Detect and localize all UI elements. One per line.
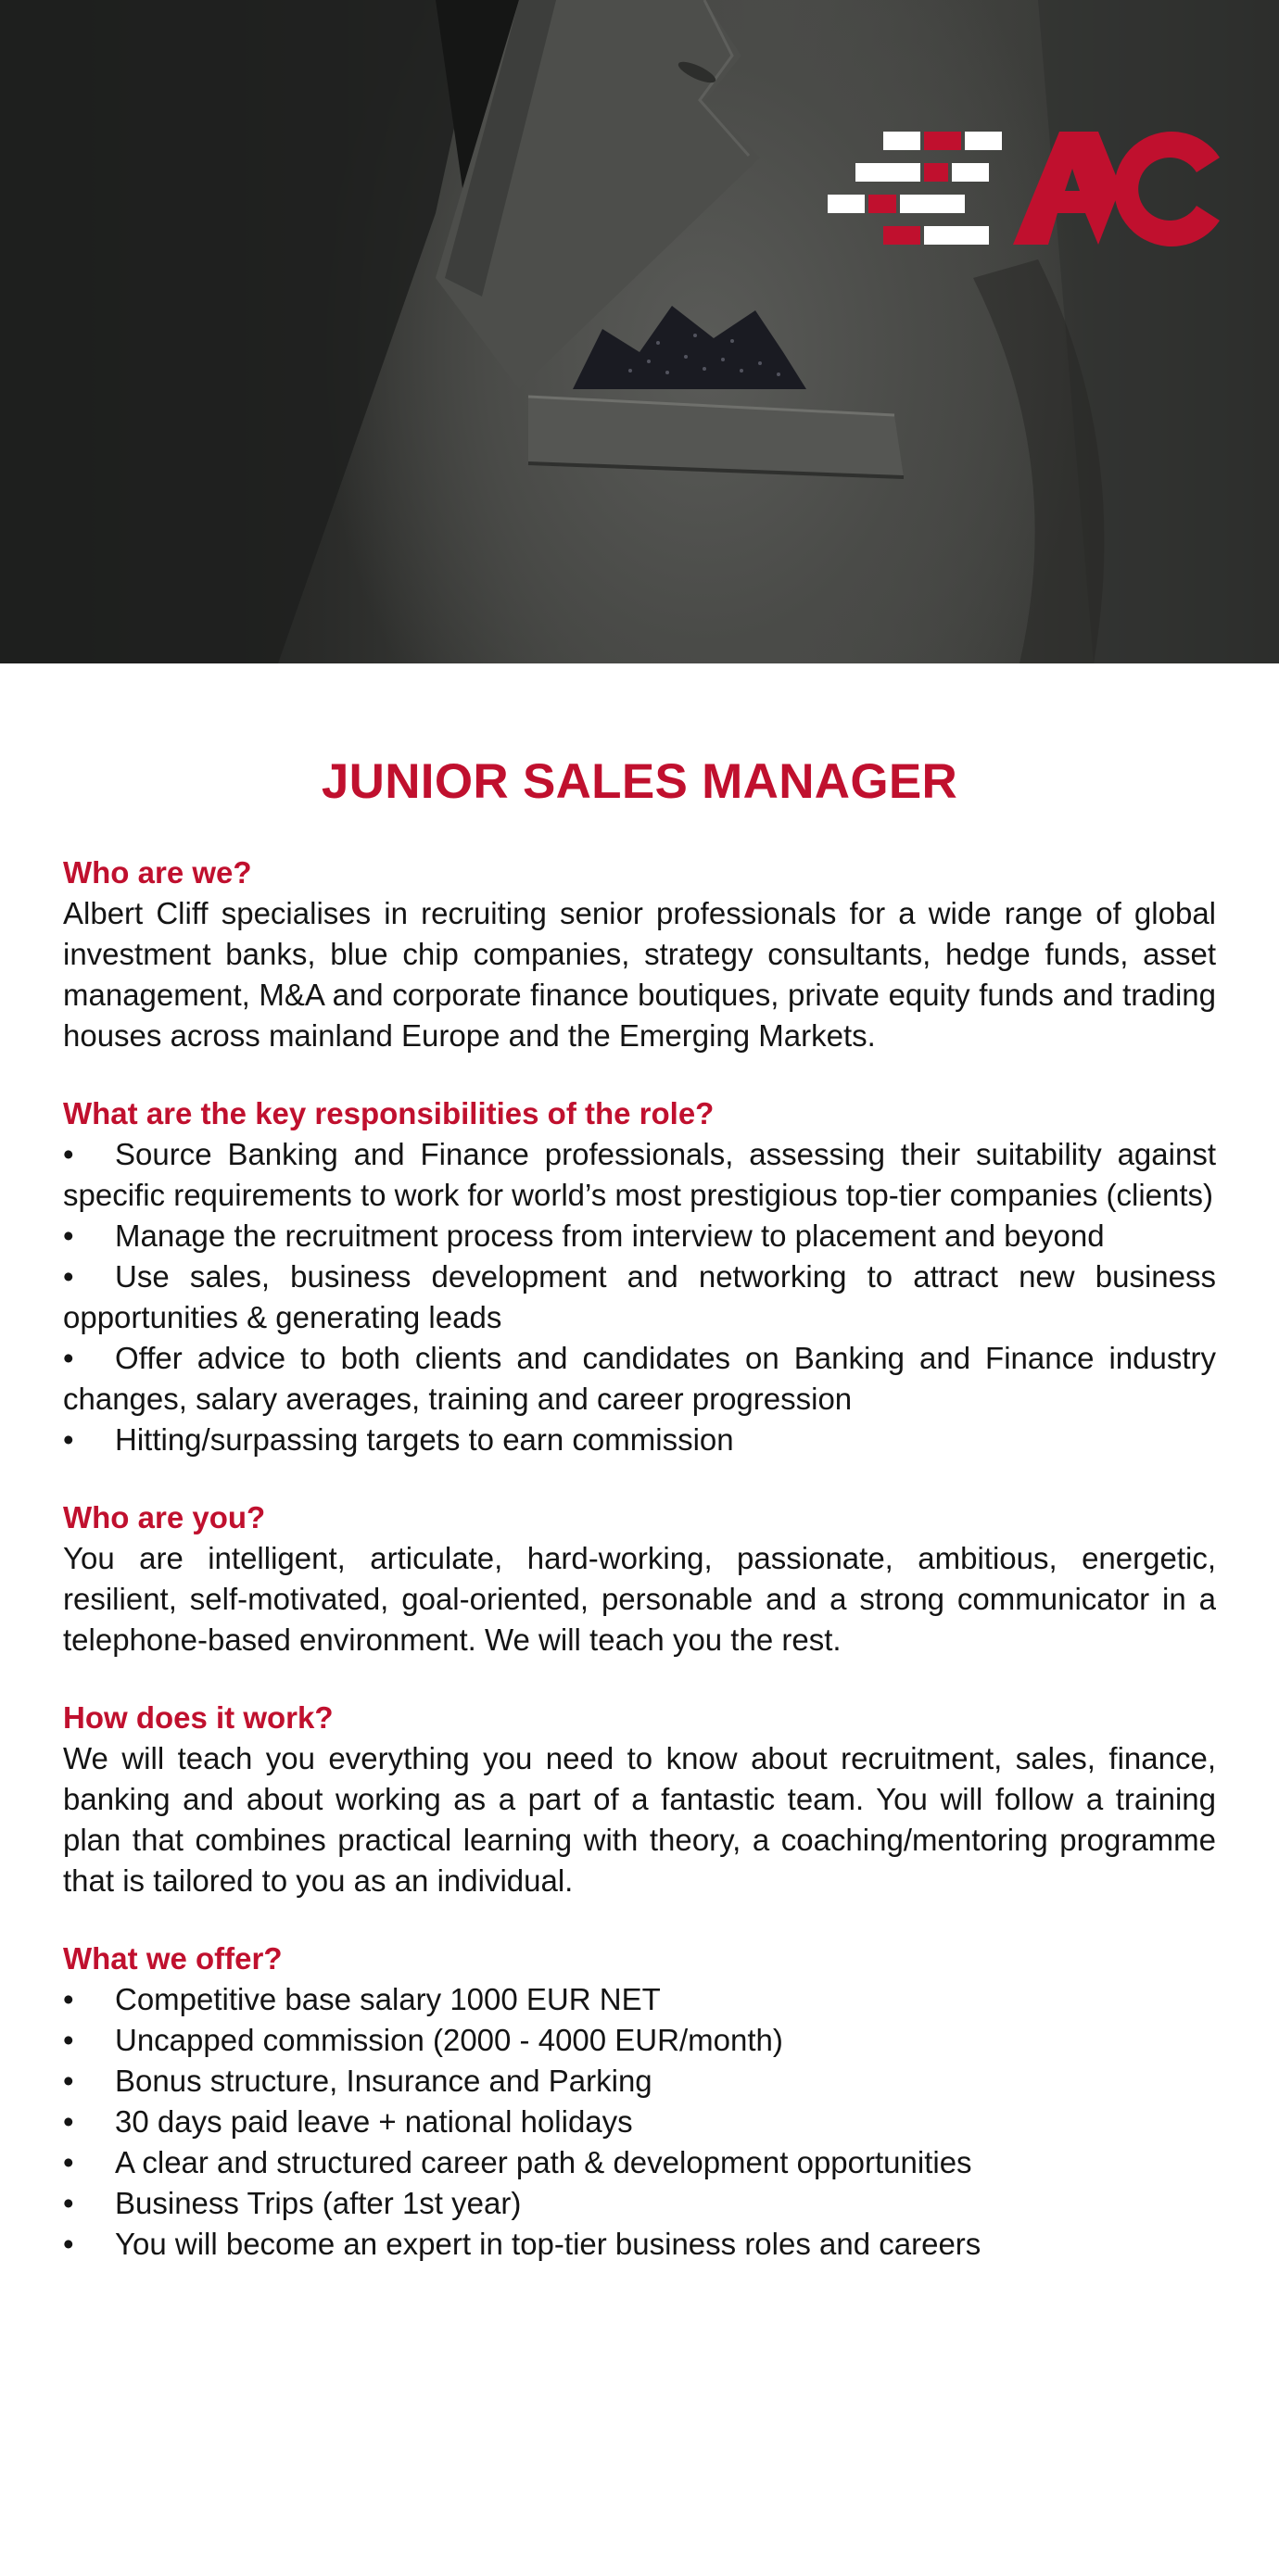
section-heading: What are the key responsibilities of the role? (63, 1095, 715, 1130)
section-who-you-are (63, 1497, 1216, 1661)
section-heading: How does it work? (63, 1699, 334, 1735)
responsibilities-list (63, 1134, 1216, 1460)
list-item: • Source Banking and Finance professionals, assessing their suitability against specific requirements to work for world’s most prestigious top-tier companies (clients) (63, 1134, 1216, 1216)
list-item: • 30 days paid leave + national holidays (63, 2102, 1216, 2142)
list-item: • Bonus structure, Insurance and Parking (63, 2061, 1216, 2102)
list-item: • Offer advice to both clients and candidates on Banking and Finance industry changes, salary averages, training and career progression (63, 1338, 1216, 1420)
list-item: • Business Trips (after 1st year) (63, 2183, 1216, 2224)
suit-illustration (0, 0, 1279, 663)
logo-letter-c (1114, 132, 1220, 246)
bullet: • (63, 1136, 74, 1171)
section-how-it-works (63, 1698, 1216, 1901)
list-item: • Hitting/surpassing targets to earn commission (63, 1420, 1216, 1460)
list-item: • Manage the recruitment process from interview to placement and beyond (63, 1216, 1216, 1256)
section-body: We will teach you everything you need to know about recruitment, sales, finance, banking and about working as a part of a fantastic team. You will follow a training plan that combines practical learning with theory, a coaching/mentoring programme that is tailored to you as an individual. (63, 1740, 1216, 1898)
section-body: You are intelligent, articulate, hard-working, passionate, ambitious, energetic, resilient, self-motivated, goal-oriented, personable and a strong communicator in a telephone-based environment. We will teach you the rest. (63, 1540, 1216, 1657)
bullet: • (63, 2226, 74, 2261)
bullet: • (63, 2022, 74, 2057)
bullet: • (63, 1340, 74, 1375)
bullet: • (63, 1981, 74, 2016)
bullet: • (63, 2144, 74, 2179)
bullet: • (63, 2063, 74, 2098)
logo-letter-a (1013, 132, 1121, 245)
list-item: • Use sales, business development and networking to attract new business opportunities & generating leads (63, 1256, 1216, 1338)
section-body: Albert Cliff specialises in recruiting senior professionals for a wide range of global investment banks, blue chip companies, strategy consultants, hedge funds, asset management, M&A and corporate finance boutiques, private equity funds and trading houses across mainland Europe and the Emerging Markets. (63, 895, 1216, 1053)
section-heading: Who are you? (63, 1499, 266, 1534)
section-heading: Who are we? (63, 854, 252, 890)
hero-photo (0, 0, 1279, 663)
section-who-we-are (63, 852, 1216, 1056)
page-title: JUNIOR SALES MANAGER (321, 754, 958, 809)
bullet: • (63, 2185, 74, 2220)
bullet: • (63, 1218, 74, 1253)
section-responsibilities (63, 1093, 1216, 1460)
section-offer (63, 1938, 1216, 2265)
bullet: • (63, 1421, 74, 1457)
list-item: • Competitive base salary 1000 EUR NET (63, 1979, 1216, 2020)
logo-block-mark (828, 132, 1002, 245)
offer-list (63, 1979, 1216, 2265)
company-logo (828, 132, 1220, 246)
list-item: • Uncapped commission (2000 - 4000 EUR/month) (63, 2020, 1216, 2061)
section-heading: What we offer? (63, 1940, 283, 1976)
list-item: • A clear and structured career path & development opportunities (63, 2142, 1216, 2183)
bullet: • (63, 2103, 74, 2139)
bullet: • (63, 1258, 74, 1294)
list-item: • You will become an expert in top-tier business roles and careers (63, 2224, 1216, 2265)
